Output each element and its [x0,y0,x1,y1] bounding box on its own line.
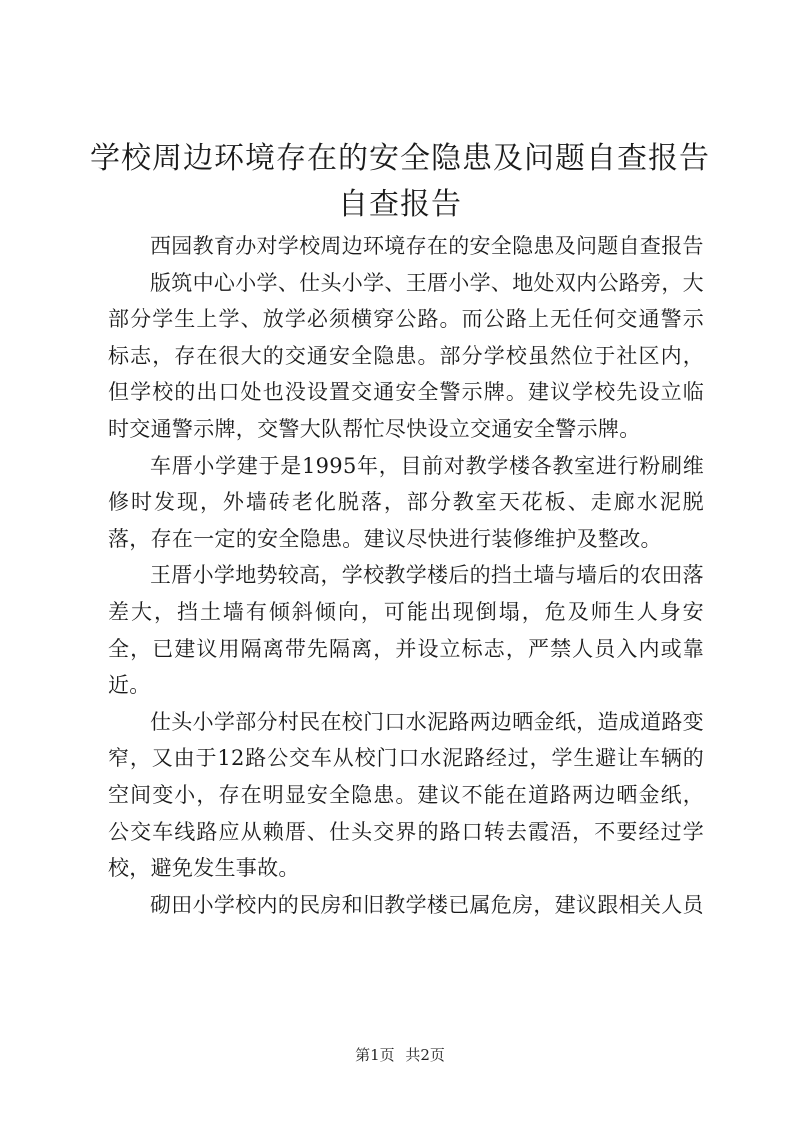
paragraph-4: 王厝小学地势较高，学校教学楼后的挡土墙与墙后的农田落差大，挡土墙有倾斜倾向，可能出现倒塌，危及师生人身安全，已建议用隔离带先隔离，并设立标志，严禁人员入内或靠近。 [108,563,704,698]
title-line-2: 自查报告 [338,187,462,222]
paragraph-1: 西园教育办对学校周边环境存在的安全隐患及问题自查报告 [150,234,704,258]
paragraph-5: 仕头小学部分村民在校门口水泥路两边晒金纸，造成道路变窄，又由于12路公交车从校门口水泥路经过，学生避让车辆的空间变小，存在明显安全隐患。建议不能在道路两边晒金纸，公交车线路应从赖厝、仕头交界的路口转去霞浯，不要经过学校，避免发生事故。 [108,709,704,881]
paragraph-2: 版筑中心小学、仕头小学、王厝小学、地处双内公路旁，大部分学生上学、放学必须横穿公路。而公路上无任何交通警示标志，存在很大的交通安全隐患。部分学校虽然位于社区内，但学校的出口处也没设置交通安全警示牌。建议学校先设立临时交通警示牌，交警大队帮忙尽快设立交通安全警示牌。 [108,270,704,441]
document-body [108,228,704,923]
page-footer [0,1044,800,1065]
paragraph-6: 砌田小学校内的民房和旧教学楼已属危房，建议跟相关人员 [150,892,704,917]
paragraph-3: 车厝小学建于是1995年，目前对教学楼各教室进行粉刷维修时发现，外墙砖老化脱落，部分教室天花板、走廊水泥脱落，存在一定的安全隐患。建议尽快进行装修维护及整改。 [108,453,704,551]
document-title [80,136,720,228]
page-total: 共2页 [405,1046,445,1064]
page-number: 第1页 [355,1046,395,1064]
title-line-1: 学校周边环境存在的安全隐患及问题自查报告 [90,141,710,176]
